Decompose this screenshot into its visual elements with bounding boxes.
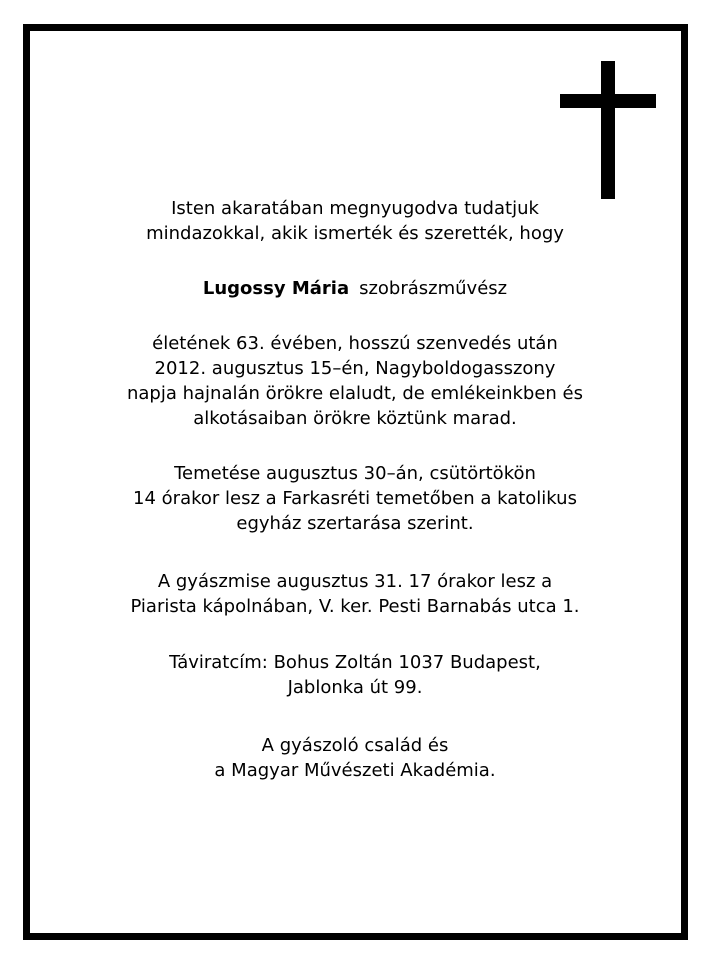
life-line: életének 63. évében, hosszú szenvedés után: [152, 333, 558, 354]
signature-line: A gyászoló család és: [261, 735, 449, 756]
telegram-line: Jablonka út 99.: [287, 677, 423, 698]
signature-paragraph: [90, 733, 620, 783]
telegram-line: Táviratcím: Bohus Zoltán 1037 Budapest,: [169, 652, 541, 673]
funeral-line: Temetése augusztus 30–án, csütörtökön: [174, 463, 536, 484]
funeral-line: egyház szertarása szerint.: [236, 513, 474, 534]
funeral-line: 14 órakor lesz a Farkasréti temetőben a katolikus: [133, 488, 577, 509]
telegram-paragraph: [90, 650, 620, 700]
life-line: alkotásaiban örökre köztünk marad.: [193, 408, 517, 429]
deceased-name: Lugossy Mária: [202, 278, 350, 299]
mass-paragraph: [90, 569, 620, 619]
cross-vertical-bar: [601, 61, 615, 199]
cross-icon: [560, 61, 656, 199]
life-paragraph: [90, 331, 620, 431]
mass-line: Piarista kápolnában, V. ker. Pesti Barnabás utca 1.: [130, 596, 580, 617]
deceased-title: szobrászművész: [359, 278, 508, 299]
deceased-line: [90, 276, 620, 301]
cross-horizontal-bar: [560, 94, 656, 108]
intro-paragraph: [90, 196, 620, 246]
intro-line: mindazokkal, akik ismerték és szerették, hogy: [146, 223, 564, 244]
funeral-paragraph: [90, 461, 620, 536]
mass-line: A gyászmise augusztus 31. 17 órakor lesz a: [157, 571, 553, 592]
signature-line: a Magyar Művészeti Akadémia.: [214, 760, 496, 781]
life-line: 2012. augusztus 15–én, Nagyboldogasszony: [154, 358, 556, 379]
life-line: napja hajnalán örökre elaludt, de emlékeinkben és: [126, 383, 584, 404]
intro-line: Isten akaratában megnyugodva tudatjuk: [171, 198, 539, 219]
